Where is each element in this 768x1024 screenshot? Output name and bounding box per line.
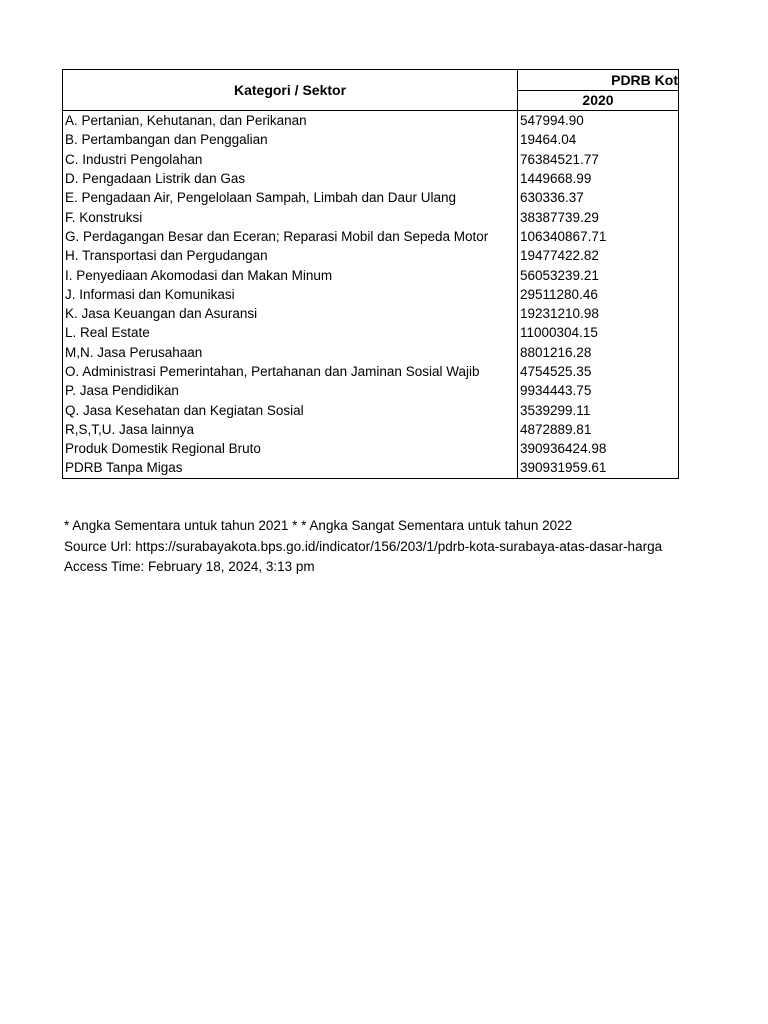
row-value: 56053239.21 bbox=[518, 265, 679, 284]
table-row bbox=[63, 265, 679, 284]
footnote-text: * Angka Sementara untuk tahun 2021 * * Angka Sangat Sementara untuk tahun 2022 bbox=[64, 518, 573, 533]
table-row bbox=[63, 439, 679, 458]
row-value: 19464.04 bbox=[518, 130, 679, 149]
row-label: C. Industri Pengolahan bbox=[63, 150, 518, 169]
table-row bbox=[63, 420, 679, 439]
row-value: 38387739.29 bbox=[518, 207, 679, 226]
row-value: 4872889.81 bbox=[518, 420, 679, 439]
table-row bbox=[63, 400, 679, 419]
row-value: 390936424.98 bbox=[518, 439, 679, 458]
pdrb-table bbox=[62, 69, 679, 479]
notes bbox=[64, 516, 678, 578]
row-label: A. Pertanian, Kehutanan, dan Perikanan bbox=[63, 111, 518, 131]
table-row bbox=[63, 111, 679, 131]
row-value: 76384521.77 bbox=[518, 150, 679, 169]
row-label: B. Pertambangan dan Penggalian bbox=[63, 130, 518, 149]
row-label: J. Informasi dan Komunikasi bbox=[63, 285, 518, 304]
table-body bbox=[63, 111, 679, 479]
row-label: K. Jasa Keuangan dan Asuransi bbox=[63, 304, 518, 323]
table-row bbox=[63, 304, 679, 323]
table-row bbox=[63, 285, 679, 304]
row-label: PDRB Tanpa Migas bbox=[63, 458, 518, 478]
row-label: F. Konstruksi bbox=[63, 207, 518, 226]
row-label: R,S,T,U. Jasa lainnya bbox=[63, 420, 518, 439]
header-pdrb: PDRB Kot bbox=[518, 70, 679, 91]
table-row bbox=[63, 150, 679, 169]
row-label: Produk Domestik Regional Bruto bbox=[63, 439, 518, 458]
row-value: 106340867.71 bbox=[518, 227, 679, 246]
row-label: G. Perdagangan Besar dan Eceran; Reparasi Mobil dan Sepeda Motor bbox=[63, 227, 518, 246]
table-row bbox=[63, 323, 679, 342]
table-row bbox=[63, 458, 679, 478]
row-value: 630336.37 bbox=[518, 188, 679, 207]
row-label: D. Pengadaan Listrik dan Gas bbox=[63, 169, 518, 188]
row-value: 19477422.82 bbox=[518, 246, 679, 265]
table-row bbox=[63, 362, 679, 381]
table-row bbox=[63, 188, 679, 207]
table-row bbox=[63, 130, 679, 149]
row-label: I. Penyediaan Akomodasi dan Makan Minum bbox=[63, 265, 518, 284]
row-value: 11000304.15 bbox=[518, 323, 679, 342]
row-value: 3539299.11 bbox=[518, 400, 679, 419]
table-row bbox=[63, 343, 679, 362]
table-row bbox=[63, 381, 679, 400]
header-year: 2020 bbox=[518, 90, 679, 111]
row-label: E. Pengadaan Air, Pengelolaan Sampah, Limbah dan Daur Ulang bbox=[63, 188, 518, 207]
row-value: 390931959.61 bbox=[518, 458, 679, 478]
row-label: H. Transportasi dan Pergudangan bbox=[63, 246, 518, 265]
row-value: 9934443.75 bbox=[518, 381, 679, 400]
header-category: Kategori / Sektor bbox=[63, 70, 518, 111]
pdrb-table-container bbox=[62, 69, 678, 479]
row-value: 4754525.35 bbox=[518, 362, 679, 381]
row-label: L. Real Estate bbox=[63, 323, 518, 342]
access-time-text: Access Time: February 18, 2024, 3:13 pm bbox=[64, 559, 315, 574]
row-label: Q. Jasa Kesehatan dan Kegiatan Sosial bbox=[63, 400, 518, 419]
row-value: 29511280.46 bbox=[518, 285, 679, 304]
row-value: 1449668.99 bbox=[518, 169, 679, 188]
row-label: O. Administrasi Pemerintahan, Pertahanan dan Jaminan Sosial Wajib bbox=[63, 362, 518, 381]
row-value: 547994.90 bbox=[518, 111, 679, 131]
table-row bbox=[63, 227, 679, 246]
source-url-text: Source Url: https://surabayakota.bps.go.id/indicator/156/203/1/pdrb-kota-surabaya-atas-dasar-harga bbox=[64, 538, 663, 554]
row-value: 8801216.28 bbox=[518, 343, 679, 362]
table-row bbox=[63, 207, 679, 226]
row-label: P. Jasa Pendidikan bbox=[63, 381, 518, 400]
row-label: M,N. Jasa Perusahaan bbox=[63, 343, 518, 362]
row-value: 19231210.98 bbox=[518, 304, 679, 323]
table-row bbox=[63, 246, 679, 265]
table-row bbox=[63, 169, 679, 188]
